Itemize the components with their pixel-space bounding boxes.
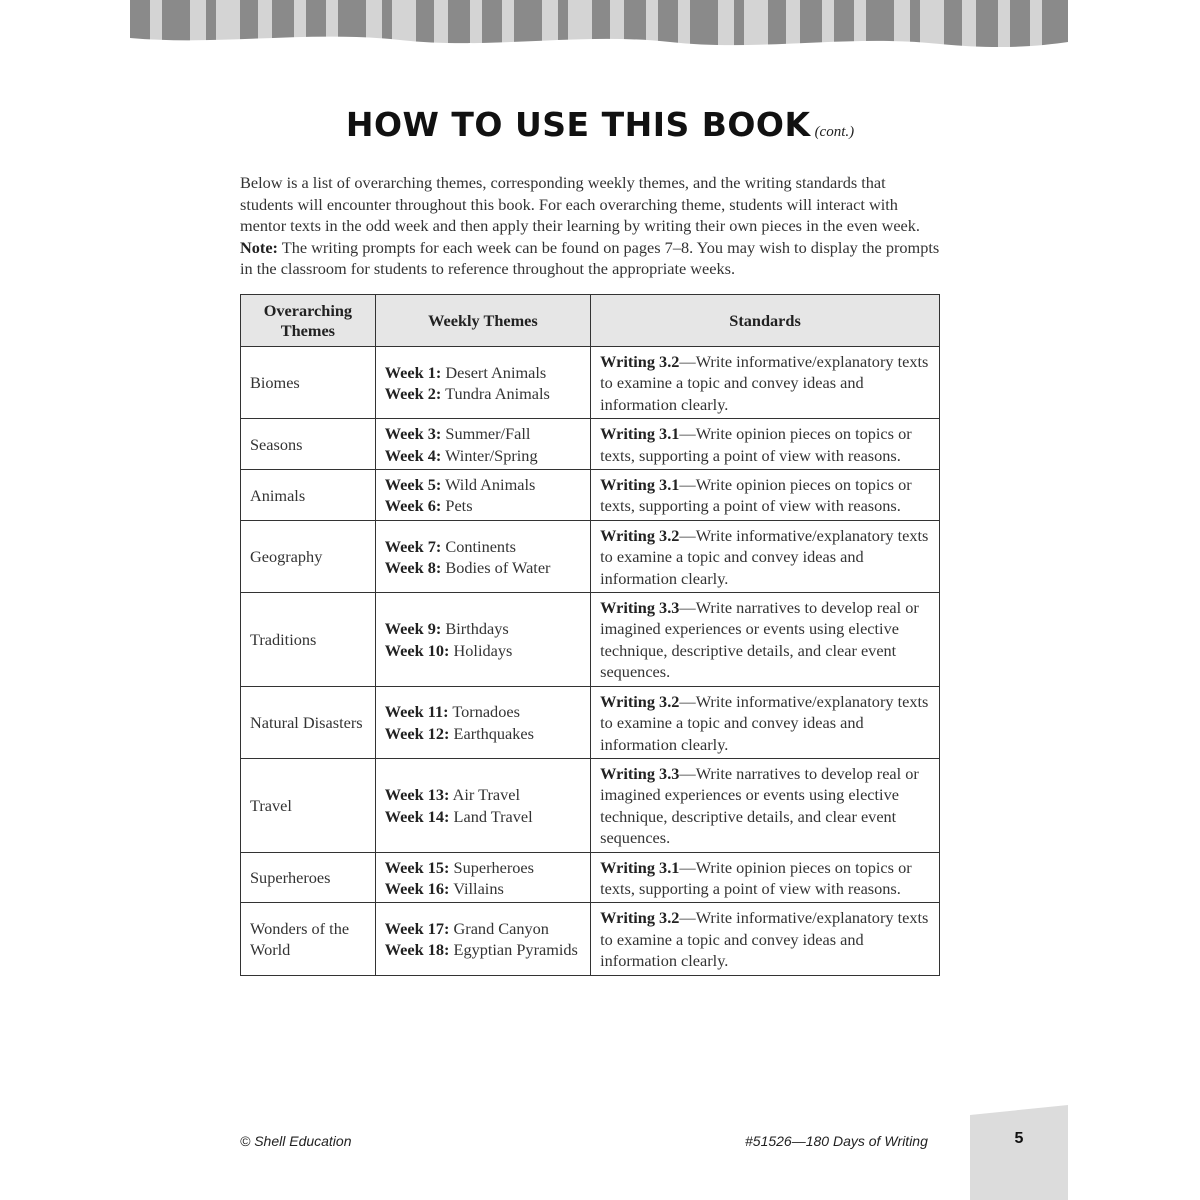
week-line: [385, 495, 581, 516]
standard-label: Writing 3.1: [600, 424, 680, 444]
table-row: [241, 758, 940, 852]
week-line: [385, 806, 581, 827]
week-theme: Wild Animals: [441, 475, 536, 495]
standard-text: —Write narratives to develop real or imagined experiences or events using elective technique, descriptive details, and clear event sequences.: [600, 763, 919, 848]
table-row: [241, 470, 940, 521]
week-theme: Tornadoes: [448, 702, 520, 722]
week-label: Week 2:: [384, 384, 442, 404]
note-label: Note:: [240, 237, 278, 257]
standard-label: Writing 3.1: [600, 857, 680, 877]
standard-label: Writing 3.2: [600, 691, 680, 711]
week-label: Week 15:: [384, 857, 450, 877]
week-theme: Grand Canyon: [449, 919, 549, 939]
standard-cell: [591, 520, 940, 592]
standard-text: —Write opinion pieces on topics or texts, supporting a point of view with reasons.: [600, 475, 912, 516]
weekly-themes-cell: [375, 852, 590, 903]
overarching-theme-cell: Seasons: [241, 419, 376, 470]
intro-text: Below is a list of overarching themes, corresponding weekly themes, and the writing standards that students will encounter throughout this book. For each overarching theme, students will interact with mentor texts in the odd week and then apply their learning by writing their own pieces in the even week.: [240, 173, 920, 236]
week-label: Week 9:: [384, 619, 442, 639]
overarching-theme-cell: Travel: [241, 758, 376, 852]
week-label: Week 13:: [384, 785, 450, 805]
week-label: Week 7:: [384, 536, 442, 556]
week-line: [385, 536, 581, 557]
week-label: Week 16:: [384, 878, 450, 898]
week-line: [385, 857, 581, 878]
week-theme: Earthquakes: [449, 723, 534, 743]
note-text: The writing prompts for each week can be found on pages 7–8. You may wish to display the prompts in the classroom for students to reference throughout the appropriate weeks.: [240, 237, 940, 279]
overarching-theme-cell: Superheroes: [241, 852, 376, 903]
weekly-themes-cell: [375, 686, 590, 758]
week-theme: Bodies of Water: [441, 557, 551, 577]
standard-text: —Write informative/explanatory texts to examine a topic and convey ideas and information clearly.: [600, 352, 929, 414]
week-theme: Birthdays: [441, 619, 509, 639]
footer-book-title: #51526—180 Days of Writing: [745, 1133, 928, 1149]
standard-label: Writing 3.3: [600, 763, 680, 783]
standard-text: —Write informative/explanatory texts to examine a topic and convey ideas and information clearly.: [600, 525, 929, 588]
standard-label: Writing 3.2: [600, 352, 680, 371]
week-theme: Superheroes: [449, 857, 534, 877]
header-overarching-themes: Overarching Themes: [241, 295, 376, 347]
overarching-theme-cell: Animals: [241, 470, 376, 521]
standard-text: —Write opinion pieces on topics or texts, supporting a point of view with reasons.: [600, 857, 912, 898]
week-theme: Continents: [441, 536, 516, 556]
overarching-theme-cell: Geography: [241, 520, 376, 592]
week-theme: Winter/Spring: [441, 445, 538, 465]
week-theme: Villains: [449, 878, 504, 898]
week-theme: Holidays: [449, 640, 513, 660]
standard-cell: [591, 686, 940, 758]
themes-table: [240, 294, 940, 976]
week-theme: Air Travel: [449, 785, 521, 805]
standard-cell: [591, 758, 940, 852]
table-row: [241, 347, 940, 419]
weekly-themes-cell: [375, 419, 590, 470]
week-label: Week 8:: [384, 557, 442, 577]
week-label: Week 18:: [384, 940, 450, 960]
week-line: [385, 723, 581, 744]
weekly-themes-cell: [375, 347, 590, 419]
week-label: Week 3:: [384, 424, 442, 444]
week-line: [385, 618, 581, 639]
standard-cell: [591, 419, 940, 470]
week-label: Week 14:: [384, 806, 450, 826]
week-theme: Land Travel: [449, 806, 533, 826]
week-theme: Desert Animals: [441, 362, 547, 382]
week-label: Week 17:: [384, 919, 450, 939]
week-label: Week 4:: [384, 445, 442, 465]
week-line: [385, 784, 581, 805]
standard-text: —Write narratives to develop real or imagined experiences or events using elective technique, descriptive details, and clear event sequences.: [600, 598, 919, 682]
week-line: [385, 918, 581, 939]
week-theme: Egyptian Pyramids: [449, 940, 578, 960]
table-row: [241, 852, 940, 903]
table-row: [241, 903, 940, 975]
standard-text: —Write opinion pieces on topics or texts, supporting a point of view with reasons.: [600, 424, 912, 465]
table-row: [241, 686, 940, 758]
standard-label: Writing 3.2: [600, 908, 680, 928]
week-line: [385, 640, 581, 661]
week-theme: Tundra Animals: [441, 384, 550, 404]
standard-text: —Write informative/explanatory texts to examine a topic and convey ideas and information clearly.: [600, 691, 929, 754]
week-label: Week 6:: [384, 496, 442, 516]
page-number: 5: [1014, 1130, 1024, 1147]
table-row: [241, 520, 940, 592]
week-line: [385, 423, 581, 444]
weekly-themes-cell: [375, 758, 590, 852]
weekly-themes-cell: [375, 593, 590, 687]
header-weekly-themes: Weekly Themes: [375, 295, 590, 347]
title-text: HOW TO USE THIS BOOK: [345, 105, 811, 144]
table-header-row: [241, 295, 940, 347]
standard-label: Writing 3.1: [600, 475, 680, 495]
weekly-themes-cell: [375, 470, 590, 521]
week-label: Week 1:: [384, 362, 442, 382]
footer-publisher: © Shell Education: [240, 1133, 352, 1149]
overarching-theme-cell: Traditions: [241, 593, 376, 687]
week-line: [385, 445, 581, 466]
week-theme: Summer/Fall: [441, 424, 531, 444]
page-title: [0, 105, 1200, 144]
week-line: [385, 362, 581, 383]
decorative-banner: [130, 0, 1068, 60]
header-standards: Standards: [591, 295, 940, 347]
standard-label: Writing 3.2: [600, 525, 680, 545]
week-label: Week 11:: [384, 702, 449, 722]
week-line: [385, 557, 581, 578]
standard-cell: [591, 852, 940, 903]
week-line: [385, 939, 581, 960]
standard-label: Writing 3.3: [600, 598, 680, 618]
standard-text: —Write informative/explanatory texts to examine a topic and convey ideas and information clearly.: [600, 908, 929, 971]
weekly-themes-cell: [375, 903, 590, 975]
intro-paragraph: [240, 172, 940, 280]
week-line: [385, 878, 581, 899]
week-label: Week 5:: [384, 475, 442, 495]
week-line: [385, 701, 581, 722]
standard-cell: [591, 903, 940, 975]
week-theme: Pets: [441, 496, 473, 516]
table-row: [241, 593, 940, 687]
overarching-theme-cell: Biomes: [241, 347, 376, 419]
overarching-theme-cell: Natural Disasters: [241, 686, 376, 758]
standard-cell: [591, 470, 940, 521]
standard-cell: [591, 347, 940, 419]
week-label: Week 12:: [384, 723, 450, 743]
standard-cell: [591, 593, 940, 687]
weekly-themes-cell: [375, 520, 590, 592]
table-row: [241, 419, 940, 470]
title-suffix: (cont.): [814, 124, 855, 140]
week-line: [385, 474, 581, 495]
week-label: Week 10:: [384, 640, 450, 660]
week-line: [385, 383, 581, 404]
page-number-tab: [970, 1105, 1068, 1200]
overarching-theme-cell: Wonders of the World: [241, 903, 376, 975]
